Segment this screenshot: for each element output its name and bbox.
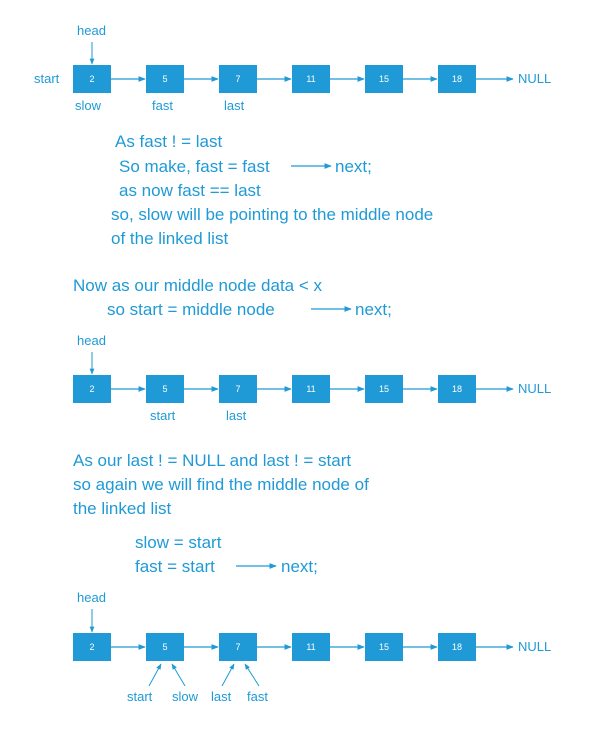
fast-pointer-label: fast [152, 98, 173, 113]
node-value: 2 [89, 74, 95, 84]
node-value: 15 [378, 74, 390, 84]
explanation-1 [111, 132, 433, 248]
start-pointer-label: start [150, 408, 176, 423]
explanation-2 [73, 276, 392, 319]
node-value: 15 [378, 642, 390, 652]
text-line: so again we will find the middle node of [73, 475, 369, 494]
text-line: the linked list [73, 499, 172, 518]
list-node [219, 375, 257, 403]
list-node [292, 65, 330, 93]
text-line: slow = start [135, 533, 222, 552]
node-value: 18 [451, 384, 463, 394]
fast-pointer-arrow [245, 664, 259, 686]
node-value: 2 [89, 642, 95, 652]
start-label: start [34, 71, 60, 86]
node-value: 5 [162, 384, 168, 394]
head-label: head [77, 590, 106, 605]
slow-pointer-arrow [172, 664, 185, 686]
list-node [146, 375, 184, 403]
start-pointer-label: start [127, 689, 153, 704]
slow-pointer-label: slow [75, 98, 102, 113]
node-value: 11 [306, 642, 316, 652]
list-node [365, 633, 403, 661]
list-node [365, 65, 403, 93]
list-node [73, 375, 111, 403]
node-value: 5 [162, 642, 168, 652]
null-label: NULL [518, 71, 552, 86]
list-node [73, 633, 111, 661]
node-value: 18 [451, 74, 463, 84]
node-value: 11 [306, 74, 316, 84]
text-line: As our last ! = NULL and last ! = start [73, 451, 352, 470]
null-label: NULL [518, 381, 552, 396]
list-node [292, 375, 330, 403]
list-node [438, 633, 476, 661]
node-value: 18 [451, 642, 463, 652]
last-pointer-label: last [224, 98, 245, 113]
last-pointer-label: last [226, 408, 247, 423]
text-line: next; [355, 300, 392, 319]
list-node [73, 65, 111, 93]
list-node [146, 633, 184, 661]
slow-pointer-label: slow [172, 689, 199, 704]
node-value: 7 [235, 384, 241, 394]
last-pointer-label: last [211, 689, 232, 704]
null-label: NULL [518, 639, 552, 654]
list-node [146, 65, 184, 93]
text-line: As fast ! = last [115, 132, 223, 151]
text-line: as now fast == last [119, 181, 261, 200]
list-node [438, 375, 476, 403]
text-line: so, slow will be pointing to the middle node [111, 205, 434, 224]
text-line: Now as our middle node data < x [73, 276, 323, 295]
list-node [219, 633, 257, 661]
last-pointer-arrow [222, 664, 234, 686]
node-value: 11 [306, 384, 316, 394]
text-line: So make, fast = fast [119, 157, 270, 176]
text-line: next; [335, 157, 372, 176]
node-value: 7 [235, 642, 241, 652]
text-line: next; [281, 557, 318, 576]
start-pointer-arrow [149, 664, 161, 686]
node-value: 7 [235, 74, 241, 84]
explanation-3 [73, 451, 369, 576]
diagram-1 [34, 23, 551, 113]
head-label: head [77, 23, 106, 38]
text-line: of the linked list [111, 229, 229, 248]
node-value: 5 [162, 74, 168, 84]
list-node [219, 65, 257, 93]
list-node [438, 65, 476, 93]
fast-pointer-label: fast [247, 689, 268, 704]
text-line: fast = start [135, 557, 215, 576]
head-label: head [77, 333, 106, 348]
diagram-2 [73, 333, 551, 423]
node-value: 2 [89, 384, 95, 394]
text-line: so start = middle node [107, 300, 275, 319]
list-node [292, 633, 330, 661]
list-node [365, 375, 403, 403]
node-value: 15 [378, 384, 390, 394]
diagram-3 [73, 590, 551, 704]
